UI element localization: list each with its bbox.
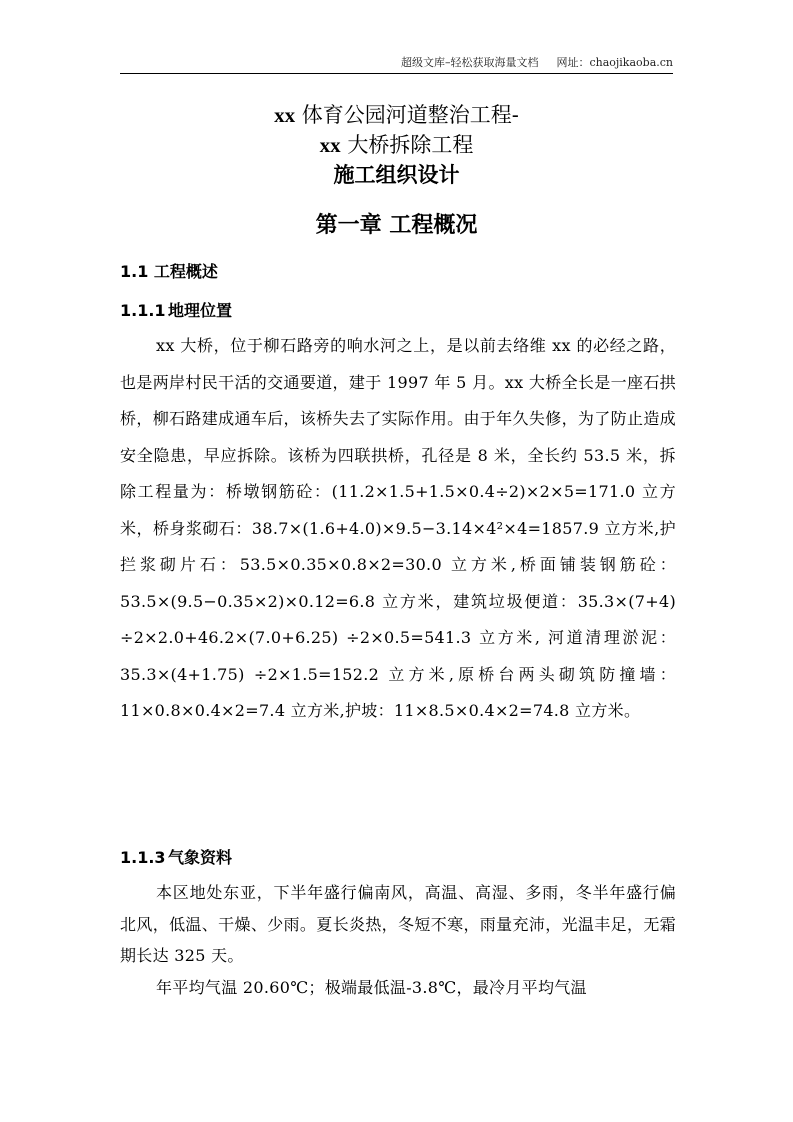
- section-heading-1-1-1: [120, 298, 232, 321]
- section-number: 1.1.1: [120, 301, 166, 320]
- temperature-paragraph: 年平均气温 20.60℃；极端最低温-3.8℃，最冷月平均气温: [156, 977, 587, 997]
- quantity-item: 桥面铺装钢筋砼：53.5×(9.5−0.35×2)×0.12=6.8 立方米，: [120, 555, 676, 611]
- chapter-heading: 第一章 工程概况: [315, 213, 478, 238]
- climate-paragraph: 本区地处东亚，下半年盛行偏南风，高温、高湿、多雨，冬半年盛行偏北风，低温、干燥、少雨。夏长炎热，冬短不寒，雨量充沛，光温丰足，无霜期长达 325 天。: [120, 883, 676, 965]
- header-site-slogan: 超级文库–轻松获取海量文档: [400, 56, 539, 69]
- climate-section-body: [120, 877, 676, 1003]
- document-title: [0, 100, 793, 190]
- quantity-item: 护拦浆砌片石：53.5×0.35×0.8×2=30.0 立方米,: [120, 518, 676, 574]
- location-section-body: [120, 328, 676, 730]
- quantity-item: 护坡：11×8.5×0.4×2=74.8 立方米。: [344, 701, 641, 720]
- quantity-item: 桥墩钢筋砼：(11.2×1.5+1.5×0.4÷2)×2×5=171.0 立方米，: [120, 482, 676, 538]
- quantity-item: 原桥台两头砌筑防撞墙：11×0.8×0.4×2=7.4 立方米,: [120, 664, 676, 720]
- section-heading-1-1: 1.1 工程概述: [120, 262, 218, 281]
- quantity-item: 建筑垃圾便道：35.3×(7+4) ÷2×2.0+46.2×(7.0+6.25) ÷2×0.5=541.3 立方米,: [120, 591, 676, 647]
- section-title: 气象资料: [168, 848, 233, 867]
- header-url-label: 网址：: [556, 56, 590, 69]
- location-paragraph: xx 大桥，位于柳石路旁的响水河之上，是以前去络维 xx 的必经之路，也是两岸村民干活的交通要道，建于 1997 年 5 月。xx 大桥全长是一座石拱桥，柳石路建成通车后，该桥失去了实际作用。由于年久失修，为了防止造成安全隐患，早应拆除。该桥为四联拱桥，孔径是 8 米，全长约 53.5 米，拆除工程量为：桥墩钢筋砼：(11.2×1.5+1.5×0.4÷2)×2×5=171.0 立方米，桥身浆砌石：38.7×(1.6+4.0)×9.5−3.14×4²×4=1857.9 立方米,护拦浆砌片石：53.5×0.35×0.8×2=30.0 立方米,桥面铺装钢筋砼：53.5×(9.5−0.35×2)×0.12=6.8 立方米，建筑垃圾便道：35.3×(7+4) ÷2×2.0+46.2×(7.0+6.25) ÷2×0.5=541.3 立方米, 河道清理淤泥：35.3×(4+1.75) ÷2×1.5=152.2 立方米,原桥台两头砌筑防撞墙：11×0.8×0.4×2=7.4 立方米,护坡：11×8.5×0.4×2=74.8 立方米。: [120, 336, 676, 720]
- section-heading-1-1-3: [120, 845, 232, 868]
- page-header: [120, 56, 673, 74]
- section-number: 1.1.3: [120, 848, 166, 867]
- quantity-item: 桥身浆砌石：38.7×(1.6+4.0)×9.5−3.14×4²×4=1857.9 立方米,: [152, 518, 660, 538]
- quantity-item: 河道清理淤泥：35.3×(4+1.75) ÷2×1.5=152.2 立方米,: [120, 628, 676, 684]
- section-title: 地理位置: [168, 301, 233, 320]
- title-line-1: xx 体育公园河道整治工程-: [274, 103, 519, 127]
- title-line-3: 施工组织设计: [333, 163, 460, 187]
- title-line-2: xx 大桥拆除工程: [319, 133, 474, 157]
- header-url[interactable]: chaojikaoba.cn: [589, 56, 673, 69]
